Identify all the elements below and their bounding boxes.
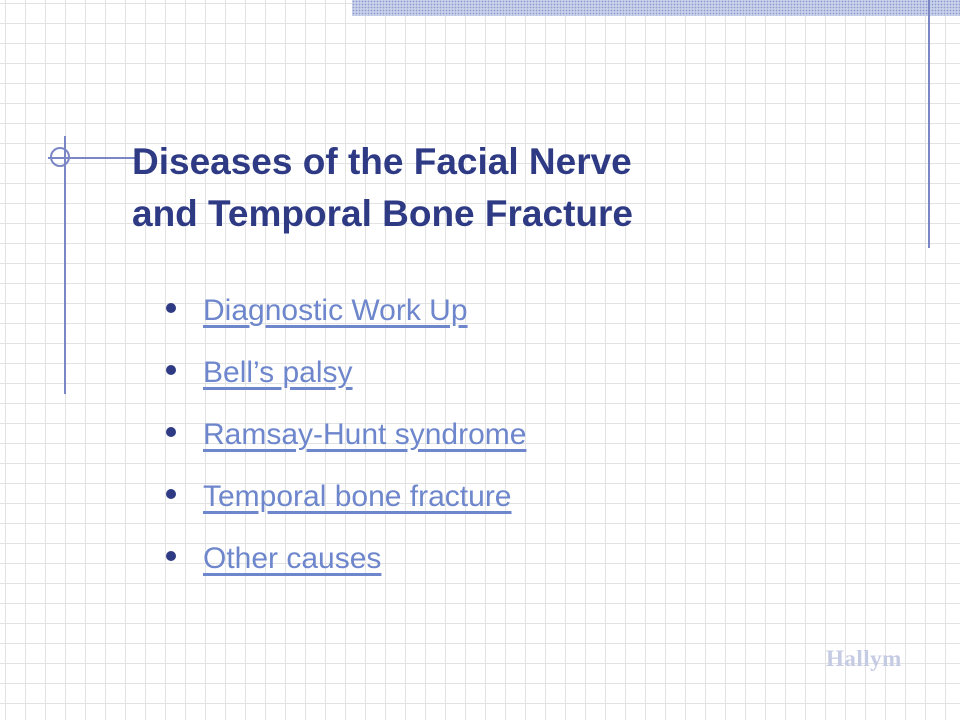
decorative-left-line [64, 136, 66, 394]
decorative-circle-icon [50, 147, 70, 167]
topic-link-bells-palsy[interactable]: Bell’s palsy [203, 356, 353, 389]
topic-link-diagnostic-work-up[interactable]: Diagnostic Work Up [203, 294, 468, 327]
decorative-right-line [928, 0, 930, 248]
bullet-icon [166, 365, 176, 375]
list-item [166, 280, 526, 342]
list-item [166, 528, 526, 590]
bullet-icon [166, 427, 176, 437]
topic-list [166, 280, 526, 590]
bullet-icon [166, 489, 176, 499]
topic-link-temporal-bone-fracture[interactable]: Temporal bone fracture [203, 480, 512, 513]
topic-link-ramsay-hunt-syndrome[interactable]: Ramsay-Hunt syndrome [203, 418, 527, 451]
topic-link-other-causes[interactable]: Other causes [203, 542, 382, 575]
bullet-icon [166, 551, 176, 561]
footer-brand-logo: Hallym [826, 646, 902, 671]
list-item [166, 466, 526, 528]
slide-title [132, 136, 633, 240]
slide-title-line-1: Diseases of the Facial Nerve [132, 141, 632, 182]
decorative-top-strip [352, 0, 960, 16]
bullet-icon [166, 303, 176, 313]
list-item [166, 404, 526, 466]
slide-title-line-2: and Temporal Bone Fracture [132, 193, 633, 234]
list-item [166, 342, 526, 404]
